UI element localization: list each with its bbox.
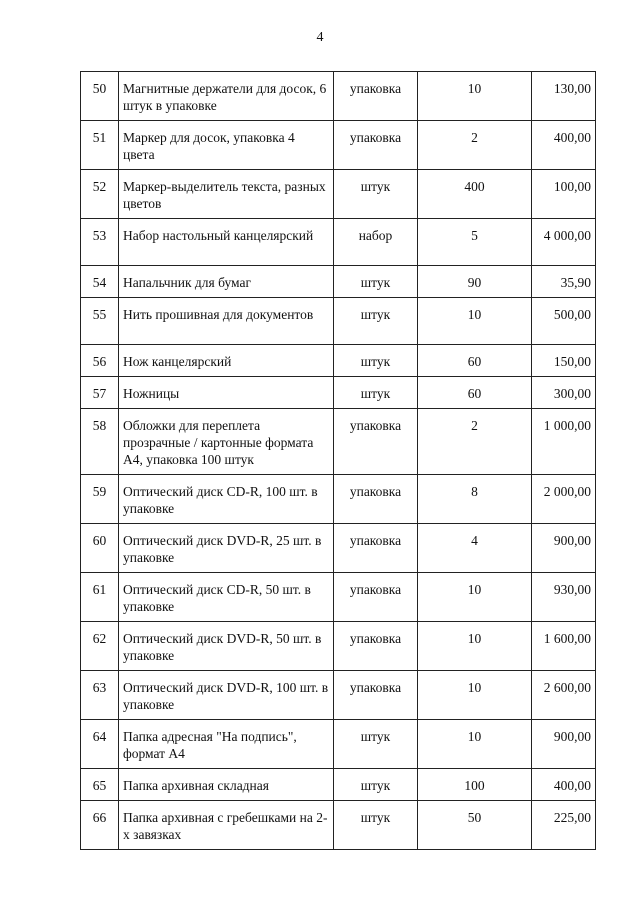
item-price: 2 600,00 <box>532 671 596 720</box>
item-quantity: 400 <box>418 170 532 219</box>
item-price: 2 000,00 <box>532 475 596 524</box>
table-row <box>81 72 596 121</box>
item-unit: упаковка <box>334 573 418 622</box>
table-row <box>81 720 596 769</box>
item-name: Папка архивная с гребешками на 2-х завязках <box>119 801 334 850</box>
item-quantity: 50 <box>418 801 532 850</box>
table-row <box>81 121 596 170</box>
item-unit: штук <box>334 377 418 409</box>
item-unit: упаковка <box>334 671 418 720</box>
table-row <box>81 298 596 345</box>
item-unit: упаковка <box>334 622 418 671</box>
item-quantity: 60 <box>418 345 532 377</box>
item-price: 150,00 <box>532 345 596 377</box>
row-number: 54 <box>81 266 119 298</box>
row-number: 64 <box>81 720 119 769</box>
item-name: Оптический диск DVD-R, 100 шт. в упаковке <box>119 671 334 720</box>
item-unit: упаковка <box>334 524 418 573</box>
table-row <box>81 671 596 720</box>
row-number: 61 <box>81 573 119 622</box>
item-quantity: 10 <box>418 720 532 769</box>
item-name: Папка архивная складная <box>119 769 334 801</box>
item-quantity: 90 <box>418 266 532 298</box>
item-quantity: 100 <box>418 769 532 801</box>
item-quantity: 60 <box>418 377 532 409</box>
row-number: 53 <box>81 219 119 266</box>
item-price: 4 000,00 <box>532 219 596 266</box>
item-price: 100,00 <box>532 170 596 219</box>
item-unit: штук <box>334 170 418 219</box>
item-price: 1 000,00 <box>532 409 596 475</box>
item-name: Оптический диск CD-R, 50 шт. в упаковке <box>119 573 334 622</box>
item-price: 1 600,00 <box>532 622 596 671</box>
item-price: 35,90 <box>532 266 596 298</box>
table-row <box>81 769 596 801</box>
item-quantity: 8 <box>418 475 532 524</box>
item-quantity: 10 <box>418 671 532 720</box>
row-number: 66 <box>81 801 119 850</box>
item-price: 900,00 <box>532 720 596 769</box>
item-name: Маркер для досок, упаковка 4 цвета <box>119 121 334 170</box>
item-quantity: 2 <box>418 121 532 170</box>
item-quantity: 10 <box>418 573 532 622</box>
table-row <box>81 266 596 298</box>
page-number: 4 <box>316 30 324 45</box>
item-quantity: 5 <box>418 219 532 266</box>
item-unit: упаковка <box>334 475 418 524</box>
item-quantity: 10 <box>418 622 532 671</box>
table-row <box>81 801 596 850</box>
item-quantity: 10 <box>418 72 532 121</box>
item-name: Папка адресная "На подпись", формат А4 <box>119 720 334 769</box>
row-number: 55 <box>81 298 119 345</box>
item-name: Оптический диск DVD-R, 50 шт. в упаковке <box>119 622 334 671</box>
row-number: 62 <box>81 622 119 671</box>
item-name: Напальчник для бумаг <box>119 266 334 298</box>
item-unit: штук <box>334 298 418 345</box>
item-quantity: 4 <box>418 524 532 573</box>
row-number: 51 <box>81 121 119 170</box>
item-name: Оптический диск DVD-R, 25 шт. в упаковке <box>119 524 334 573</box>
row-number: 58 <box>81 409 119 475</box>
table-row <box>81 524 596 573</box>
item-price: 500,00 <box>532 298 596 345</box>
table-row <box>81 219 596 266</box>
item-name: Обложки для переплета прозрачные / картонные формата А4, упаковка 100 штук <box>119 409 334 475</box>
item-price: 300,00 <box>532 377 596 409</box>
row-number: 50 <box>81 72 119 121</box>
items-table <box>80 71 596 850</box>
item-name: Нож канцелярский <box>119 345 334 377</box>
item-price: 225,00 <box>532 801 596 850</box>
row-number: 52 <box>81 170 119 219</box>
item-name: Магнитные держатели для досок, 6 штук в упаковке <box>119 72 334 121</box>
row-number: 59 <box>81 475 119 524</box>
item-name: Ножницы <box>119 377 334 409</box>
item-price: 900,00 <box>532 524 596 573</box>
item-price: 400,00 <box>532 121 596 170</box>
item-name: Набор настольный канцелярский <box>119 219 334 266</box>
row-number: 57 <box>81 377 119 409</box>
item-unit: штук <box>334 801 418 850</box>
item-unit: упаковка <box>334 409 418 475</box>
item-quantity: 2 <box>418 409 532 475</box>
item-name: Нить прошивная для документов <box>119 298 334 345</box>
row-number: 56 <box>81 345 119 377</box>
item-unit: штук <box>334 720 418 769</box>
item-price: 930,00 <box>532 573 596 622</box>
item-unit: штук <box>334 345 418 377</box>
item-name: Оптический диск CD-R, 100 шт. в упаковке <box>119 475 334 524</box>
row-number: 65 <box>81 769 119 801</box>
item-unit: штук <box>334 266 418 298</box>
table-row <box>81 573 596 622</box>
row-number: 63 <box>81 671 119 720</box>
table-row <box>81 622 596 671</box>
table-row <box>81 409 596 475</box>
item-quantity: 10 <box>418 298 532 345</box>
table-row <box>81 170 596 219</box>
item-unit: упаковка <box>334 72 418 121</box>
item-unit: набор <box>334 219 418 266</box>
item-name: Маркер-выделитель текста, разных цветов <box>119 170 334 219</box>
table-row <box>81 377 596 409</box>
item-price: 400,00 <box>532 769 596 801</box>
item-unit: штук <box>334 769 418 801</box>
item-price: 130,00 <box>532 72 596 121</box>
table-row <box>81 345 596 377</box>
row-number: 60 <box>81 524 119 573</box>
table-row <box>81 475 596 524</box>
item-unit: упаковка <box>334 121 418 170</box>
